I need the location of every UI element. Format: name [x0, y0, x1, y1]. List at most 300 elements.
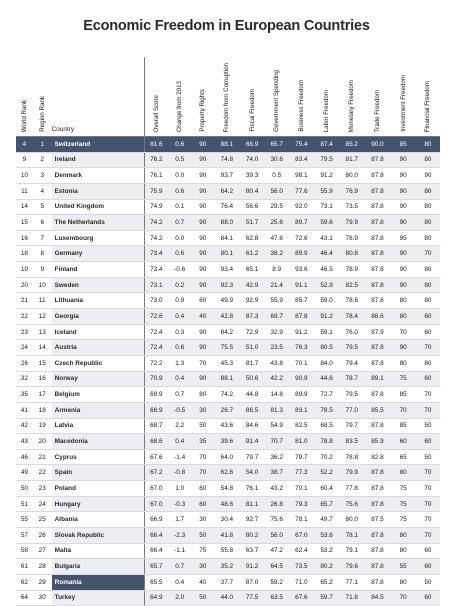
- cell-government-spending: 64.5: [265, 559, 289, 575]
- cell-business-freedom: 78.1: [289, 512, 314, 528]
- table-row: [16, 324, 440, 340]
- cell-freedom-from-corruption: 92.3: [214, 277, 239, 293]
- cell-trade-freedom: 82.8: [364, 449, 390, 465]
- column-header-label: Monetary Freedom: [348, 79, 356, 132]
- cell-freedom-from-corruption: 54.8: [214, 481, 239, 497]
- cell-government-spending: 38.7: [265, 465, 289, 481]
- column-header-monetary-freedom: [339, 57, 364, 137]
- cell-world-rank: 26: [16, 355, 33, 371]
- cell-property-rights: 90: [191, 246, 214, 262]
- cell-region-rank: 21: [33, 449, 52, 465]
- cell-change-from-2013: 0.4: [168, 309, 191, 325]
- cell-region-rank: 10: [33, 277, 52, 293]
- cell-investment-freedom: 90: [391, 183, 416, 199]
- cell-government-spending: 55.9: [265, 293, 289, 309]
- cell-government-spending: 32.9: [265, 324, 289, 340]
- cell-fiscal-freedom: 63.7: [239, 543, 264, 559]
- cell-financial-freedom: 70: [416, 246, 440, 262]
- cell-monetary-freedom: 79.9: [339, 465, 364, 481]
- cell-labor-freedom: 65.2: [314, 574, 339, 590]
- cell-overall-score: 72.4: [144, 324, 168, 340]
- cell-financial-freedom: 60: [416, 309, 440, 325]
- cell-change-from-2013: 0.7: [168, 387, 191, 403]
- cell-labor-freedom: 70.2: [314, 449, 339, 465]
- cell-financial-freedom: 80: [416, 137, 440, 153]
- cell-fiscal-freedom: 76.1: [239, 481, 264, 497]
- cell-fiscal-freedom: 62.8: [239, 230, 264, 246]
- cell-overall-score: 75.9: [144, 183, 168, 199]
- cell-financial-freedom: 60: [416, 434, 440, 450]
- cell-overall-score: 67.0: [144, 496, 168, 512]
- cell-country: Germany: [52, 246, 144, 262]
- cell-fiscal-freedom: 92.7: [239, 512, 264, 528]
- column-header-label: Change from 2013: [176, 80, 184, 132]
- table-row: [16, 590, 440, 606]
- cell-financial-freedom: 90: [416, 168, 440, 184]
- cell-region-rank: 20: [33, 434, 52, 450]
- cell-business-freedom: 73.5: [289, 559, 314, 575]
- cell-fiscal-freedom: 72.9: [239, 324, 264, 340]
- cell-change-from-2013: 0.0: [168, 230, 191, 246]
- column-header-label: Property Rights: [199, 89, 207, 132]
- cell-business-freedom: 91.1: [289, 277, 314, 293]
- table-row: [16, 434, 440, 450]
- cell-overall-score: 76.2: [144, 152, 168, 168]
- cell-region-rank: 8: [33, 246, 52, 262]
- cell-fiscal-freedom: 92.9: [239, 293, 264, 309]
- cell-property-rights: 70: [191, 355, 214, 371]
- table-row: [16, 246, 440, 262]
- cell-labor-freedom: 59.7: [314, 590, 339, 606]
- cell-change-from-2013: 1.7: [168, 512, 191, 528]
- cell-monetary-freedom: 71.8: [339, 590, 364, 606]
- table-row: [16, 199, 440, 215]
- cell-property-rights: 60: [191, 481, 214, 497]
- cell-financial-freedom: 70: [416, 496, 440, 512]
- cell-freedom-from-corruption: 49.9: [214, 293, 239, 309]
- cell-monetary-freedom: 80.0: [339, 168, 364, 184]
- cell-change-from-2013: -1.4: [168, 449, 191, 465]
- table-row: [16, 543, 440, 559]
- cell-country: Luxembourg: [52, 230, 144, 246]
- cell-monetary-freedom: 78.9: [339, 262, 364, 278]
- cell-government-spending: 56.0: [265, 528, 289, 544]
- cell-monetary-freedom: 80.0: [339, 512, 364, 528]
- cell-region-rank: 4: [33, 183, 52, 199]
- cell-labor-freedom: 59.1: [314, 324, 339, 340]
- cell-fiscal-freedom: 51.0: [239, 340, 264, 356]
- cell-property-rights: 90: [191, 371, 214, 387]
- cell-freedom-from-corruption: 80.1: [214, 246, 239, 262]
- cell-country: Latvia: [52, 418, 144, 434]
- cell-business-freedom: 85.7: [289, 293, 314, 309]
- cell-overall-score: 68.7: [144, 418, 168, 434]
- cell-property-rights: 90: [191, 152, 214, 168]
- cell-freedom-from-corruption: 84.2: [214, 324, 239, 340]
- cell-freedom-from-corruption: 74.8: [214, 152, 239, 168]
- cell-change-from-2013: 0.1: [168, 199, 191, 215]
- column-header-trade-freedom: [364, 57, 390, 137]
- cell-government-spending: 47.6: [265, 230, 289, 246]
- cell-trade-freedom: 87.8: [364, 574, 390, 590]
- cell-fiscal-freedom: 80.4: [239, 183, 264, 199]
- column-header-label: Investment Freedom: [399, 75, 407, 132]
- cell-change-from-2013: 0.6: [168, 183, 191, 199]
- cell-monetary-freedom: 78.6: [339, 293, 364, 309]
- cell-investment-freedom: 85: [391, 387, 416, 403]
- cell-world-rank: 42: [16, 418, 33, 434]
- cell-country: Ireland: [52, 152, 144, 168]
- cell-fiscal-freedom: 91.2: [239, 559, 264, 575]
- cell-investment-freedom: 90: [391, 168, 416, 184]
- cell-government-spending: 75.6: [265, 512, 289, 528]
- cell-region-rank: 16: [33, 371, 52, 387]
- cell-region-rank: 5: [33, 199, 52, 215]
- cell-freedom-from-corruption: 93.7: [214, 168, 239, 184]
- cell-world-rank: 32: [16, 371, 33, 387]
- cell-labor-freedom: 79.5: [314, 152, 339, 168]
- cell-freedom-from-corruption: 88.1: [214, 371, 239, 387]
- cell-business-freedom: 72.6: [289, 230, 314, 246]
- cell-world-rank: 49: [16, 465, 33, 481]
- cell-change-from-2013: -2.3: [168, 528, 191, 544]
- cell-country: United Kingdom: [52, 199, 144, 215]
- cell-overall-score: 72.6: [144, 309, 168, 325]
- cell-world-rank: 35: [16, 387, 33, 403]
- cell-business-freedom: 77.3: [289, 465, 314, 481]
- cell-investment-freedom: 90: [391, 215, 416, 231]
- cell-world-rank: 57: [16, 528, 33, 544]
- cell-world-rank: 24: [16, 340, 33, 356]
- cell-business-freedom: 71.0: [289, 574, 314, 590]
- cell-region-rank: 26: [33, 528, 52, 544]
- cell-country: Hungary: [52, 496, 144, 512]
- cell-monetary-freedom: 81.7: [339, 152, 364, 168]
- cell-country: Austria: [52, 340, 144, 356]
- cell-monetary-freedom: 79.4: [339, 355, 364, 371]
- cell-property-rights: 60: [191, 293, 214, 309]
- cell-world-rank: 46: [16, 449, 33, 465]
- cell-country: Poland: [52, 481, 144, 497]
- cell-fiscal-freedom: 81.7: [239, 355, 264, 371]
- cell-financial-freedom: 80: [416, 199, 440, 215]
- cell-labor-freedom: 52.9: [314, 277, 339, 293]
- cell-freedom-from-corruption: 74.2: [214, 387, 239, 403]
- cell-property-rights: 90: [191, 340, 214, 356]
- cell-monetary-freedom: 73.5: [339, 199, 364, 215]
- cell-monetary-freedom: 76.0: [339, 324, 364, 340]
- cell-freedom-from-corruption: 64.0: [214, 449, 239, 465]
- cell-region-rank: 29: [33, 574, 52, 590]
- cell-monetary-freedom: 79.5: [339, 340, 364, 356]
- cell-change-from-2013: -0.6: [168, 262, 191, 278]
- cell-property-rights: 90: [191, 230, 214, 246]
- cell-freedom-from-corruption: 84.1: [214, 230, 239, 246]
- cell-investment-freedom: 70: [391, 402, 416, 418]
- cell-monetary-freedom: 80.8: [339, 246, 364, 262]
- cell-world-rank: 10: [16, 168, 33, 184]
- cell-monetary-freedom: 78.8: [339, 449, 364, 465]
- cell-fiscal-freedom: 39.3: [239, 168, 264, 184]
- cell-region-rank: 1: [33, 137, 52, 153]
- table-row: [16, 449, 440, 465]
- cell-government-spending: 36.2: [265, 449, 289, 465]
- cell-business-freedom: 70.1: [289, 481, 314, 497]
- cell-country: Finland: [52, 262, 144, 278]
- cell-monetary-freedom: 77.8: [339, 481, 364, 497]
- cell-region-rank: 27: [33, 543, 52, 559]
- cell-trade-freedom: 87.8: [364, 293, 390, 309]
- table-row: [16, 574, 440, 590]
- cell-change-from-2013: -0.3: [168, 496, 191, 512]
- cell-investment-freedom: 75: [391, 371, 416, 387]
- cell-property-rights: 30: [191, 512, 214, 528]
- cell-monetary-freedom: 75.6: [339, 496, 364, 512]
- cell-freedom-from-corruption: 76.4: [214, 199, 239, 215]
- cell-fiscal-freedom: 86.5: [239, 402, 264, 418]
- cell-country: Armenia: [52, 402, 144, 418]
- cell-trade-freedom: 87.8: [364, 496, 390, 512]
- cell-monetary-freedom: 79.9: [339, 215, 364, 231]
- cell-monetary-freedom: 79.1: [339, 543, 364, 559]
- cell-trade-freedom: 87.8: [364, 387, 390, 403]
- cell-world-rank: 20: [16, 277, 33, 293]
- table-row: [16, 418, 440, 434]
- cell-business-freedom: 70.1: [289, 355, 314, 371]
- cell-business-freedom: 92.0: [289, 199, 314, 215]
- table-row: [16, 402, 440, 418]
- cell-monetary-freedom: 79.6: [339, 559, 364, 575]
- cell-region-rank: 11: [33, 293, 52, 309]
- cell-trade-freedom: 87.8: [364, 199, 390, 215]
- cell-property-rights: 90: [191, 199, 214, 215]
- cell-region-rank: 30: [33, 590, 52, 606]
- cell-monetary-freedom: 78.4: [339, 309, 364, 325]
- cell-trade-freedom: 87.8: [364, 183, 390, 199]
- cell-country: Turkey: [52, 590, 144, 606]
- cell-government-spending: 43.2: [265, 481, 289, 497]
- column-header-label: Fiscal Freedom: [248, 89, 256, 132]
- cell-business-freedom: 79.3: [289, 496, 314, 512]
- cell-freedom-from-corruption: 37.7: [214, 574, 239, 590]
- table-row: [16, 230, 440, 246]
- cell-overall-score: 81.6: [144, 137, 168, 153]
- cell-property-rights: 90: [191, 137, 214, 153]
- cell-government-spending: 8.9: [265, 262, 289, 278]
- cell-fiscal-freedom: 54.0: [239, 465, 264, 481]
- cell-region-rank: 9: [33, 262, 52, 278]
- cell-world-rank: 4: [16, 137, 33, 153]
- cell-freedom-from-corruption: 44.0: [214, 590, 239, 606]
- cell-financial-freedom: 80: [416, 230, 440, 246]
- cell-freedom-from-corruption: 75.5: [214, 340, 239, 356]
- cell-region-rank: 15: [33, 355, 52, 371]
- economic-freedom-table: [16, 57, 440, 606]
- column-header-label: Financial Freedom: [424, 80, 432, 132]
- column-header-label: World Rank: [20, 99, 28, 132]
- cell-business-freedom: 76.3: [289, 340, 314, 356]
- cell-country: Spain: [52, 465, 144, 481]
- cell-country: Norway: [52, 371, 144, 387]
- column-header-business-freedom: [289, 57, 314, 137]
- cell-financial-freedom: 80: [416, 183, 440, 199]
- table-row: [16, 183, 440, 199]
- cell-trade-freedom: 87.8: [364, 340, 390, 356]
- cell-property-rights: 30: [191, 402, 214, 418]
- cell-investment-freedom: 70: [391, 324, 416, 340]
- cell-country: Georgia: [52, 309, 144, 325]
- cell-country: Lithuania: [52, 293, 144, 309]
- cell-fiscal-freedom: 81.1: [239, 496, 264, 512]
- cell-overall-score: 74.9: [144, 199, 168, 215]
- cell-trade-freedom: 84.5: [364, 590, 390, 606]
- cell-monetary-freedom: 85.2: [339, 137, 364, 153]
- cell-business-freedom: 82.5: [289, 418, 314, 434]
- cell-investment-freedom: 60: [391, 434, 416, 450]
- cell-financial-freedom: 80: [416, 262, 440, 278]
- cell-property-rights: 50: [191, 528, 214, 544]
- table-row: [16, 528, 440, 544]
- cell-overall-score: 72.4: [144, 340, 168, 356]
- cell-trade-freedom: 87.8: [364, 528, 390, 544]
- cell-government-spending: 47.2: [265, 543, 289, 559]
- cell-fiscal-freedom: 44.8: [239, 387, 264, 403]
- cell-property-rights: 70: [191, 465, 214, 481]
- cell-business-freedom: 67.0: [289, 528, 314, 544]
- cell-financial-freedom: 70: [416, 528, 440, 544]
- cell-change-from-2013: 2.2: [168, 418, 191, 434]
- cell-government-spending: 65.7: [265, 137, 289, 153]
- cell-region-rank: 22: [33, 465, 52, 481]
- cell-region-rank: 7: [33, 230, 52, 246]
- cell-overall-score: 73.4: [144, 262, 168, 278]
- cell-property-rights: 90: [191, 262, 214, 278]
- cell-property-rights: 80: [191, 387, 214, 403]
- column-header-label: Overall Score: [152, 94, 160, 132]
- cell-property-rights: 40: [191, 309, 214, 325]
- cell-financial-freedom: 50: [416, 449, 440, 465]
- cell-property-rights: 90: [191, 215, 214, 231]
- cell-government-spending: 14.8: [265, 387, 289, 403]
- cell-world-rank: 61: [16, 559, 33, 575]
- cell-business-freedom: 67.6: [289, 590, 314, 606]
- cell-overall-score: 65.5: [144, 574, 168, 590]
- cell-financial-freedom: 60: [416, 559, 440, 575]
- table-row: [16, 481, 440, 497]
- cell-country: Albania: [52, 512, 144, 528]
- cell-world-rank: 43: [16, 434, 33, 450]
- cell-business-freedom: 90.9: [289, 371, 314, 387]
- cell-trade-freedom: 87.8: [364, 543, 390, 559]
- cell-monetary-freedom: 82.5: [339, 277, 364, 293]
- column-header-change-from-2013: [168, 57, 191, 137]
- cell-freedom-from-corruption: 43.6: [214, 418, 239, 434]
- cell-property-rights: 90: [191, 277, 214, 293]
- cell-fiscal-freedom: 77.5: [239, 590, 264, 606]
- cell-change-from-2013: 0.6: [168, 340, 191, 356]
- cell-investment-freedom: 55: [391, 559, 416, 575]
- cell-region-rank: 13: [33, 324, 52, 340]
- cell-trade-freedom: 87.8: [364, 152, 390, 168]
- cell-government-spending: 69.7: [265, 309, 289, 325]
- table-row: [16, 152, 440, 168]
- cell-financial-freedom: 80: [416, 215, 440, 231]
- cell-labor-freedom: 53.2: [314, 543, 339, 559]
- cell-fiscal-freedom: 80.2: [239, 528, 264, 544]
- column-header-region-rank: [33, 57, 52, 137]
- table-row: [16, 309, 440, 325]
- cell-overall-score: 65.7: [144, 559, 168, 575]
- cell-change-from-2013: -0.5: [168, 402, 191, 418]
- cell-change-from-2013: 0.6: [168, 246, 191, 262]
- cell-overall-score: 74.2: [144, 215, 168, 231]
- cell-property-rights: 90: [191, 168, 214, 184]
- cell-country: Malta: [52, 543, 144, 559]
- cell-country: Cyprus: [52, 449, 144, 465]
- cell-overall-score: 69.9: [144, 387, 168, 403]
- cell-trade-freedom: 87.8: [364, 481, 390, 497]
- cell-change-from-2013: 0.4: [168, 371, 191, 387]
- cell-freedom-from-corruption: 39.6: [214, 434, 239, 450]
- cell-country: Iceland: [52, 324, 144, 340]
- cell-labor-freedom: 80.2: [314, 559, 339, 575]
- cell-financial-freedom: 80: [416, 293, 440, 309]
- header-row: [16, 57, 440, 137]
- cell-government-spending: 29.5: [265, 199, 289, 215]
- cell-trade-freedom: 87.8: [364, 559, 390, 575]
- cell-trade-freedom: 87.8: [364, 355, 390, 371]
- cell-overall-score: 67.6: [144, 449, 168, 465]
- column-header-freedom-from-corruption: [214, 57, 239, 137]
- cell-business-freedom: 62.4: [289, 543, 314, 559]
- cell-overall-score: 68.9: [144, 402, 168, 418]
- cell-business-freedom: 89.9: [289, 387, 314, 403]
- cell-labor-freedom: 80.5: [314, 340, 339, 356]
- cell-change-from-2013: 0.2: [168, 277, 191, 293]
- cell-monetary-freedom: 79.5: [339, 387, 364, 403]
- cell-world-rank: 19: [16, 262, 33, 278]
- cell-government-spending: 70.7: [265, 434, 289, 450]
- cell-property-rights: 30: [191, 559, 214, 575]
- cell-change-from-2013: -0.8: [168, 465, 191, 481]
- cell-business-freedom: 98.1: [289, 168, 314, 184]
- cell-property-rights: 35: [191, 434, 214, 450]
- cell-property-rights: 50: [191, 590, 214, 606]
- column-header-label: Business Freedom: [297, 80, 305, 132]
- cell-trade-freedom: 87.8: [364, 262, 390, 278]
- cell-region-rank: 28: [33, 559, 52, 575]
- cell-investment-freedom: 80: [391, 543, 416, 559]
- cell-world-rank: 11: [16, 183, 33, 199]
- column-header-property-rights: [191, 57, 214, 137]
- cell-world-rank: 62: [16, 574, 33, 590]
- cell-financial-freedom: 60: [416, 590, 440, 606]
- cell-freedom-from-corruption: 62.6: [214, 465, 239, 481]
- cell-investment-freedom: 90: [391, 262, 416, 278]
- cell-investment-freedom: 90: [391, 199, 416, 215]
- cell-trade-freedom: 87.8: [364, 230, 390, 246]
- cell-region-rank: 24: [33, 496, 52, 512]
- cell-monetary-freedom: 76.9: [339, 183, 364, 199]
- cell-investment-freedom: 85: [391, 137, 416, 153]
- cell-overall-score: 66.9: [144, 512, 168, 528]
- cell-overall-score: 73.0: [144, 293, 168, 309]
- cell-change-from-2013: 1.0: [168, 481, 191, 497]
- cell-business-freedom: 89.9: [289, 246, 314, 262]
- cell-overall-score: 76.1: [144, 168, 168, 184]
- cell-overall-score: 68.6: [144, 434, 168, 450]
- cell-fiscal-freedom: 56.6: [239, 199, 264, 215]
